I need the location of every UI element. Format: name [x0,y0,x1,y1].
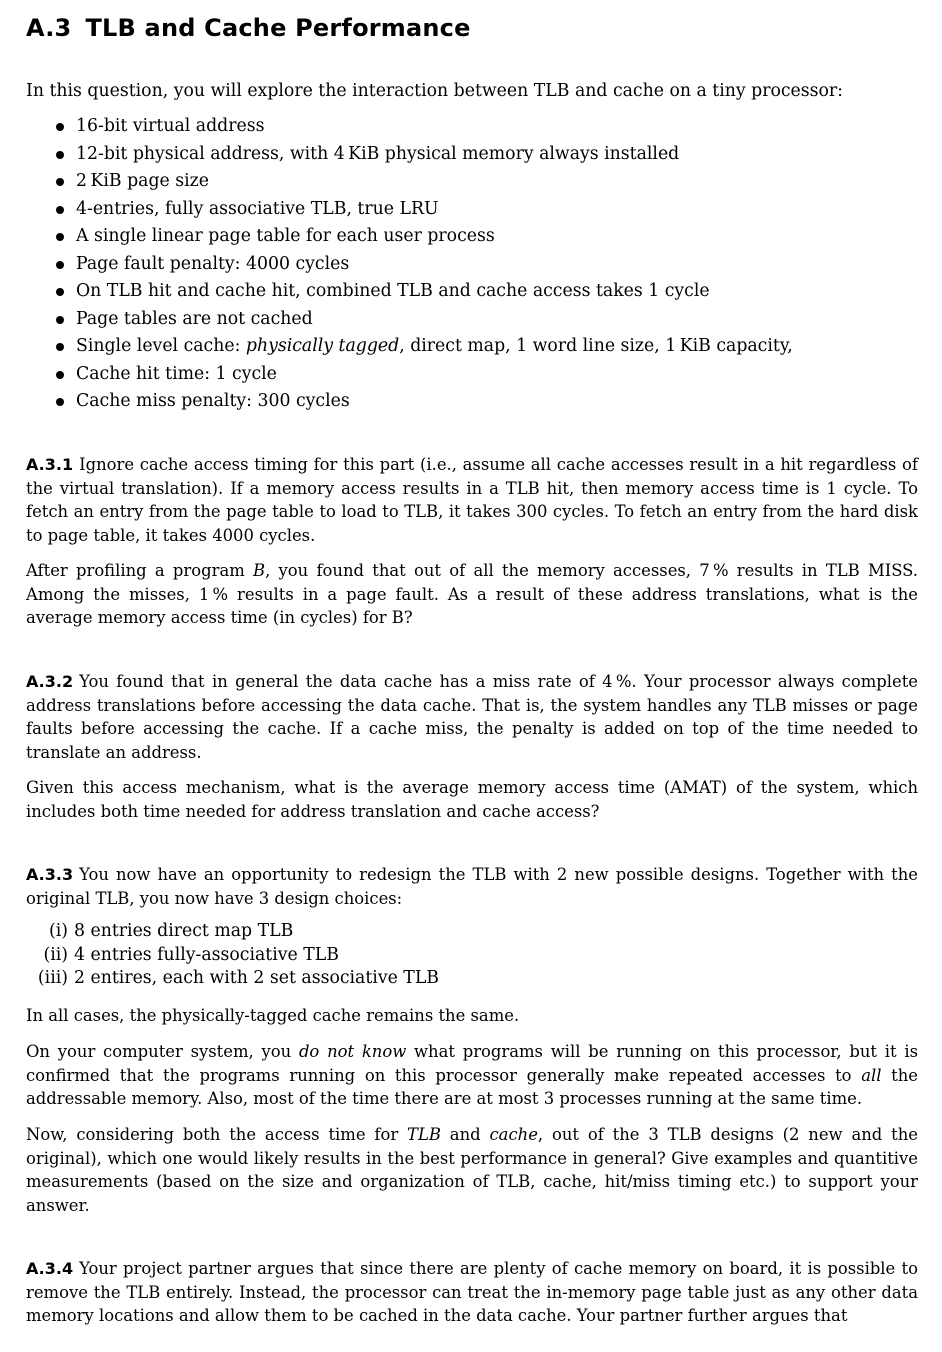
spec-item: Cache hit time: 1 cycle [56,361,793,389]
spec-item: Cache miss penalty: 300 cycles [56,388,793,416]
spec-item: Page tables are not cached [56,306,793,334]
choice-text: 8 entries direct map TLB [74,921,294,941]
question-a34-paragraph-1 [26,1257,918,1328]
question-text: You found that in general the data cache has a miss rate of 4 %. Your processor always complete address translations before accessing the data cache. That is, the system handles any TLB misses or page faults before accessing the cache. If a cache miss, the penalty is added on top of the time needed to translate an address. [26,672,918,762]
spec-item: Single level cache: physically tagged, direct map, 1 word line size, 1 KiB capacity, [56,333,793,361]
question-number: A.3.4 [26,1259,74,1278]
spec-item: 4-entries, fully associative TLB, true LRU [56,196,793,224]
question-a33-paragraph-4: Now, considering both the access time for TLB and cache, out of the 3 TLB designs (2 new and the original), which one would likely results in the best performance in general? Give examples and quantitive measurements (based on the size and organization of TLB, cache, hit/miss timing etc.) to support your answer. [26,1125,918,1215]
question-a32-paragraph-2: Given this access mechanism, what is the average memory access time (AMAT) of the system, which includes both time needed for address translation and cache access? [26,778,918,821]
question-a32-paragraph-1 [26,670,918,764]
question-text: Ignore cache access timing for this part (i.e., assume all cache accesses result in a hit regardless of the virtual translation). If a memory access results in a TLB hit, then memory access time is 1 cycle. To fetch an entry from the page table to load to TLB, it takes 300 cycles. To fetch an entry from the hard disk to page table, it takes 4000 cycles. [26,455,918,545]
spec-item: On TLB hit and cache hit, combined TLB and cache access takes 1 cycle [56,278,793,306]
choice-label: (ii) [43,944,68,965]
choice-label: (i) [48,921,68,941]
question-a31-paragraph-2: After profiling a program B, you found that out of all the memory accesses, 7 % results in TLB MISS. Among the misses, 1 % results in a page fault. As a result of these address translations, what is the average memory access time (in cycles) for B? [26,561,918,628]
design-choice [26,920,439,944]
question-number: A.3.1 [26,455,74,474]
section-number: A.3 [26,14,72,42]
spec-item: 2 KiB page size [56,168,793,196]
question-a33-paragraph-1 [26,863,918,910]
section-heading [26,14,471,42]
question-text: Your project partner argues that since there are plenty of cache memory on board, it is possible to remove the TLB entirely. Instead, the processor can treat the in-memory page table just as any other data memory locations and allow them to be cached in the data cache. Your partner further argues that [26,1259,918,1326]
question-a33-paragraph-3: On your computer system, you do not know what programs will be running on this processor, but it is confirmed that the programs running on this processor generally make repeated accesses to all the addressable memory. Also, most of the time there are at most 3 processes running at the same time. [26,1042,918,1109]
design-choice [26,967,439,991]
spec-item: Page fault penalty: 4000 cycles [56,251,793,279]
question-text: You now have an opportunity to redesign the TLB with 2 new possible designs. Together with the original TLB, you now have 3 design choices: [26,865,918,908]
spec-item: A single linear page table for each user process [56,223,793,251]
choice-text: 4 entries fully-associative TLB [74,944,339,965]
question-number: A.3.2 [26,672,74,691]
spec-item: 12-bit physical address, with 4 KiB physical memory always installed [56,141,793,169]
spec-item: 16-bit virtual address [56,113,793,141]
question-a33-paragraph-2: In all cases, the physically-tagged cache remains the same. [26,1006,520,1025]
intro-text: In this question, you will explore the interaction between TLB and cache on a tiny processor: [26,81,843,101]
design-choice [26,944,439,968]
choice-text: 2 entires, each with 2 set associative TLB [74,968,440,988]
choice-label: (iii) [37,968,68,988]
spec-list [56,113,793,416]
question-number: A.3.3 [26,865,74,884]
design-choices-list [26,920,439,991]
section-title: TLB and Cache Performance [85,14,471,42]
question-a31-paragraph-1 [26,453,918,547]
